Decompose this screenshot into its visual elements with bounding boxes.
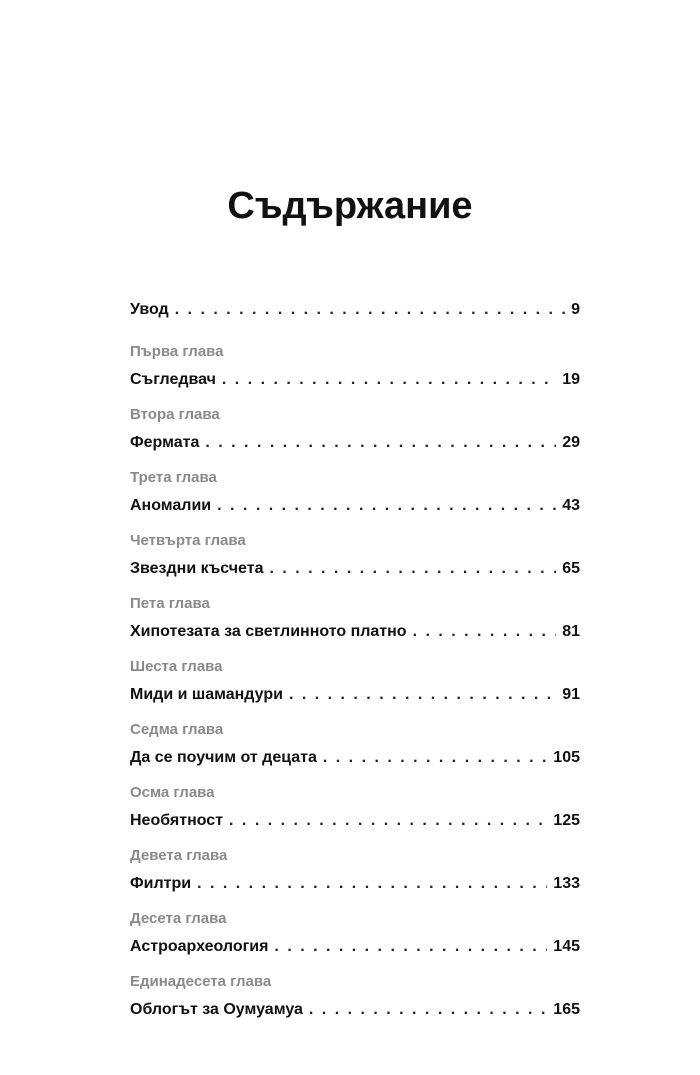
page-title: Съдържание	[227, 185, 473, 227]
toc-entry-title: Филтри	[130, 875, 192, 892]
toc-entry-chapter-5[interactable]	[130, 590, 580, 646]
chapter-label: Девета глава	[130, 847, 228, 864]
toc-entry-title: Облогът за Оумуамуа	[130, 1001, 303, 1018]
chapter-label: Пета глава	[130, 595, 210, 612]
toc-entry-title: Звездни късчета	[130, 560, 264, 577]
dot-leader	[413, 618, 557, 646]
chapter-label: Осма глава	[130, 784, 215, 801]
toc-entry-chapter-3[interactable]	[130, 464, 580, 520]
toc-entry-chapter-6[interactable]	[130, 653, 580, 709]
toc-page-number: 19	[562, 371, 580, 388]
toc-entry-chapter-9[interactable]	[130, 842, 580, 898]
dot-leader	[217, 492, 556, 520]
toc-page-number: 81	[562, 623, 580, 640]
chapter-label: Десета глава	[130, 910, 227, 927]
toc-line	[130, 807, 580, 835]
toc-line	[130, 429, 580, 457]
toc-entry-chapter-10[interactable]	[130, 905, 580, 961]
chapter-label: Единадесета глава	[130, 973, 272, 990]
toc-page-number: 91	[562, 686, 580, 703]
dot-leader	[175, 296, 565, 324]
toc-page-number: 29	[562, 434, 580, 451]
toc-page-number: 125	[553, 812, 580, 829]
table-of-contents	[130, 296, 580, 1031]
dot-leader	[309, 996, 547, 1024]
toc-line	[130, 996, 580, 1024]
toc-entry-chapter-1[interactable]	[130, 338, 580, 394]
dot-leader	[205, 429, 556, 457]
toc-entry-title: Да се поучим от децата	[130, 749, 317, 766]
toc-page-number: 43	[562, 497, 580, 514]
chapter-label: Четвърта глава	[130, 532, 246, 549]
toc-page-number: 165	[553, 1001, 580, 1018]
toc-line	[130, 555, 580, 583]
chapter-label: Седма глава	[130, 721, 224, 738]
toc-entry-title: Хипотезата за светлинното платно	[130, 623, 407, 640]
chapter-label: Първа глава	[130, 343, 224, 360]
toc-entry-title: Съгледвач	[130, 371, 216, 388]
dot-leader	[274, 933, 547, 961]
chapter-label: Шеста глава	[130, 658, 223, 675]
toc-line	[130, 366, 580, 394]
toc-entry-intro[interactable]	[130, 296, 580, 324]
chapter-label: Втора глава	[130, 406, 220, 423]
dot-leader	[289, 681, 556, 709]
toc-line	[130, 492, 580, 520]
toc-line	[130, 933, 580, 961]
dot-leader	[269, 555, 556, 583]
toc-page-number: 133	[553, 875, 580, 892]
dot-leader	[323, 744, 547, 772]
toc-entry-title: Миди и шамандури	[130, 686, 283, 703]
dot-leader	[229, 807, 547, 835]
toc-entry-title: Аномалии	[130, 497, 212, 514]
toc-entry-chapter-7[interactable]	[130, 716, 580, 772]
toc-entry-title: Фермата	[130, 434, 200, 451]
dot-leader	[222, 366, 556, 394]
toc-page-number: 9	[571, 301, 580, 318]
toc-page-number: 65	[562, 560, 580, 577]
toc-line	[130, 870, 580, 898]
toc-line	[130, 681, 580, 709]
toc-page-number: 105	[553, 749, 580, 766]
dot-leader	[197, 870, 547, 898]
toc-entry-title: Необятност	[130, 812, 224, 829]
toc-entry-chapter-8[interactable]	[130, 779, 580, 835]
toc-line	[130, 618, 580, 646]
toc-entry-chapter-11[interactable]	[130, 968, 580, 1024]
toc-entry-title: Астроархеология	[130, 938, 269, 955]
toc-page-number: 145	[553, 938, 580, 955]
toc-entry-chapter-2[interactable]	[130, 401, 580, 457]
toc-entry-chapter-4[interactable]	[130, 527, 580, 583]
chapter-label: Трета глава	[130, 469, 217, 486]
toc-entry-title: Увод	[130, 301, 169, 318]
toc-line	[130, 744, 580, 772]
